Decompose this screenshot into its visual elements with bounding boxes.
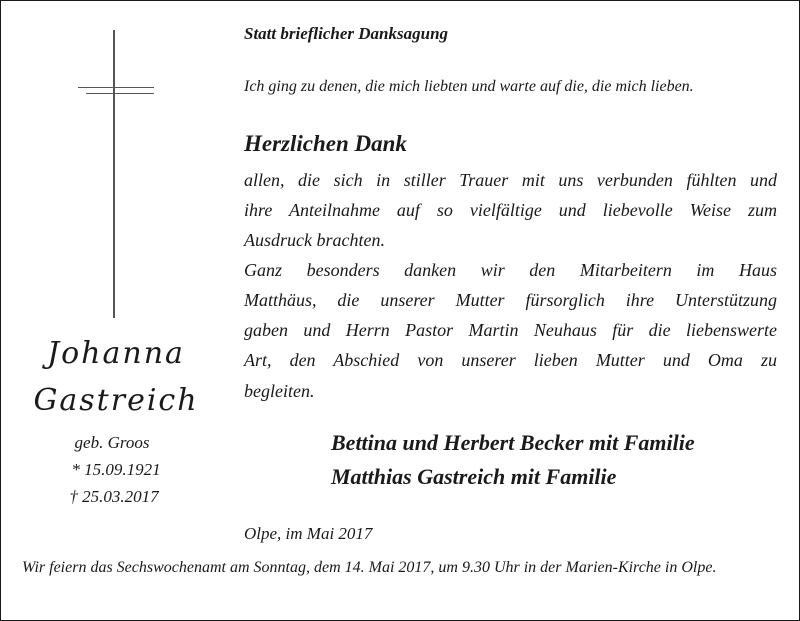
place-date: Olpe, im Mai 2017 xyxy=(244,524,373,543)
body-line: Matthäus, die unserer Mutter fürsorglich ihre Unterstützung xyxy=(244,290,777,310)
signature-line: Bettina und Herbert Becker mit Familie xyxy=(331,430,695,455)
birth-name: geb. Groos xyxy=(74,433,150,452)
cross-horizontal-bar xyxy=(78,87,154,88)
body-line: begleiten. xyxy=(244,381,315,401)
service-notice: Wir feiern das Sechswochenamt am Sonntag, dem 14. Mai 2017, um 9.30 Uhr in der Marien-Kirche in Olpe. xyxy=(22,559,717,576)
body-line: allen, die sich in stiller Trauer mit uns verbunden fühlten und xyxy=(244,170,777,190)
birth-date: * 15.09.1921 xyxy=(71,460,161,479)
body-line: Ganz besonders danken wir den Mitarbeitern im Haus xyxy=(244,260,777,280)
motto-quote: Ich ging zu denen, die mich liebten und warte auf die, die mich lieben. xyxy=(244,78,694,95)
cross-horizontal-bar xyxy=(86,93,154,94)
deceased-first-name: Johanna xyxy=(47,336,185,371)
page-title: Statt brieflicher Danksagung xyxy=(244,24,449,43)
signature-line: Matthias Gastreich mit Familie xyxy=(331,464,617,489)
death-date: † 25.03.2017 xyxy=(69,487,159,506)
body-line: Ausdruck brachten. xyxy=(244,230,385,250)
thanks-title: Herzlichen Dank xyxy=(244,131,407,156)
deceased-last-name: Gastreich xyxy=(33,383,199,418)
body-line: Art, den Abschied von unserer lieben Mutter und Oma zu xyxy=(244,350,777,370)
cross-vertical-bar xyxy=(113,30,115,318)
body-line: ihre Anteilnahme auf so vielfältige und liebevolle Weise zum xyxy=(244,200,777,220)
body-line: gaben und Herrn Pastor Martin Neuhaus für die liebenswerte xyxy=(244,320,777,340)
